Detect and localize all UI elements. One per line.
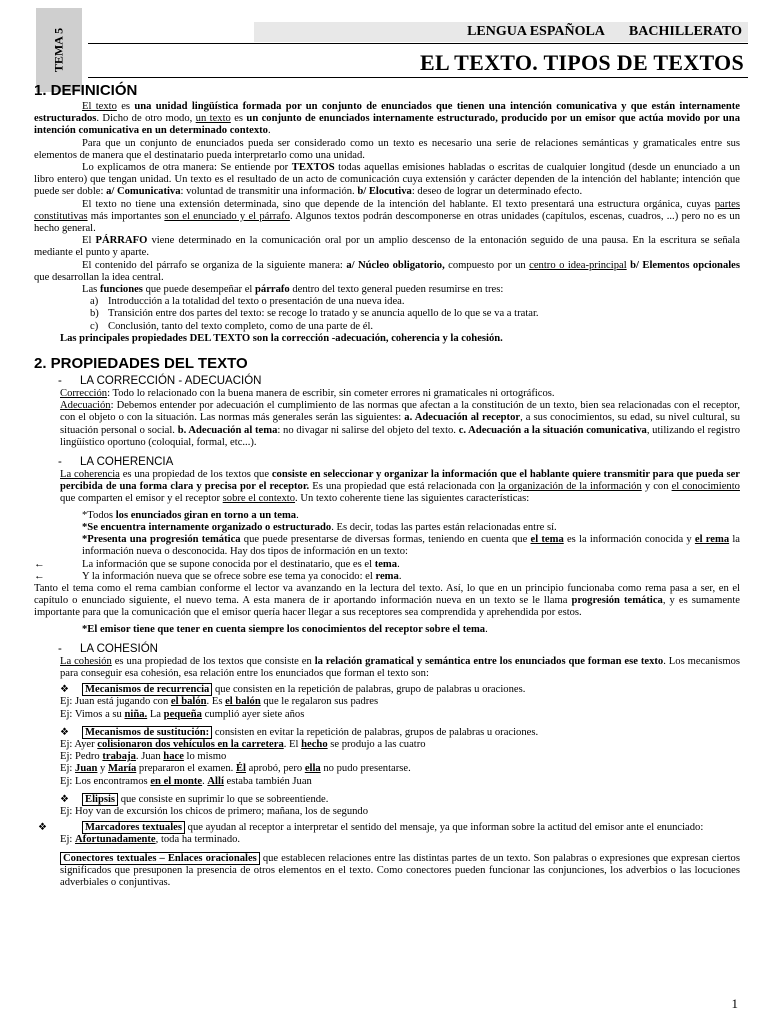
mechanism-item: ❖ Mecanismos de recurrencia que consisten en la repetición de palabras, grupo de palabras u oraciones.: [60, 684, 526, 696]
characteristic-item: *Todos los enunciados giran en torno a un tema.: [82, 509, 299, 521]
paragraph: El PÁRRAFO viene determinado en la comunicación oral por un amplio descenso de la entonación seguido de una pausa. En la escritura se señala mediante el punto y aparte.: [34, 235, 740, 259]
example-line: Ej: Juan y María prepararon el examen. Él aprobó, pero ella no pudo presentarse.: [60, 763, 411, 775]
title-divider: [88, 77, 748, 78]
arrow-item: ← Y la información nueva que se ofrece sobre ese tema ya conocido: el rema.: [34, 570, 402, 582]
chapter-tab-label: TEMA 5: [51, 27, 66, 73]
example-line: Ej: Vimos a su niña. La pequeña cumplió ayer siete años: [60, 708, 305, 720]
document-body: [34, 82, 740, 889]
paragraph: Corrección: Todo lo relacionado con la buena manera de escribir, sin cometer errores ni gramaticales ni ortográficos.: [60, 388, 555, 400]
course-level: BACHILLERATO: [628, 24, 742, 39]
diamond-bullet-icon: ❖: [38, 822, 47, 834]
arrow-left-icon: ←: [34, 570, 45, 582]
characteristic-item: *Se encuentra internamente organizado o estructurado. Es decir, todas las partes están relacionadas entre sí.: [82, 521, 557, 533]
course-header: [254, 22, 748, 42]
section-heading-definicion: 1. DEFINICIÓN: [34, 82, 138, 99]
page-number: 1: [731, 996, 738, 1011]
subheading-correccion: - LA CORRECCIÓN - ADECUACIÓN: [58, 375, 262, 388]
paragraph: Las funciones que puede desempeñar el párrafo dentro del texto general pueden resumirse en tres:: [82, 284, 504, 296]
subheading-cohesion: - LA COHESIÓN: [58, 642, 158, 655]
mechanism-item: ❖ Elipsis que consiste en suprimir lo que se sobreentiende.: [60, 793, 329, 805]
summary-line: Las principales propiedades DEL TEXTO son la corrección -adecuación, coherencia y la cohesión.: [60, 332, 503, 344]
paragraph: Para que un conjunto de enunciados pueda ser considerado como un texto es necesario una serie de relaciones semánticas y gramaticales entre sus elementos de manera que el destinatario pueda interpretarlo como una unidad.: [34, 137, 740, 161]
example-line: Ej: Hoy van de excursión los chicos de primero; mañana, los de segundo: [60, 805, 369, 817]
paragraph: Adecuación: Debemos entender por adecuación el cumplimiento de las normas que afectan a la constitución de un texto, bien sea relacionadas con el receptor, con el objeto o con la situación. Las normas más generales serán las siguientes: a. Adecuación al receptor, a sus conocimientos, su edad, su nivel cultural, su situación personal o social. b. Adecuación al tema: no divagar ni salirse del objeto del texto. c. Adecuación a la situación comunicativa, utilizando el registro lingüístico oportuno (coloquial, formal, etc...).: [60, 400, 740, 448]
list-item: c) Conclusión, tanto del texto completo, como de una parte de él.: [90, 320, 374, 332]
list-item: b) Transición entre dos partes del texto: se recoge lo tratado y se anuncia aquello de lo que se va a tratar.: [90, 308, 539, 320]
page-title: EL TEXTO. TIPOS DE TEXTOS: [419, 50, 744, 75]
mechanism-item: ❖ Marcadores textuales que ayudan al receptor a interpretar el sentido del mensaje, ya que informan sobre la actitud del emisor ante el enunciado:: [38, 822, 704, 834]
mechanism-item: ❖ Mecanismos de sustitución: consisten en evitar la repetición de palabras, grupos de palabras u oraciones.: [60, 726, 539, 738]
arrow-left-icon: ←: [34, 558, 45, 570]
paragraph: La coherencia es una propiedad de los textos que consiste en seleccionar y organizar la información que el hablante quiere transmitir para que pueda ser percibida de una forma clara y precisa por el receptor. Es una propiedad que está relacionada con la organización de la información y con el conocimiento que comparten el emisor y el receptor sobre el contexto. Un texto coherente tiene las siguientes características:: [60, 469, 740, 505]
paragraph: Tanto el tema como el rema cambian conforme el lector va avanzando en la lectura del texto. Así, lo que en un principio funcionaba como rema pasa a ser, en el capítulo o enunciado siguiente, el nuevo tema. A esta manera de ir aportando información nueva en un texto se le llama progresión temática, y es sumamente importante para que la comunicación que el emisor quería hacer llegar a sus receptores sea comprendida y aprehendida por estos.: [34, 582, 740, 619]
example-line: Ej: Ayer colisionaron dos vehículos en la carretera. El hecho se produjo a las cuatro: [60, 738, 426, 750]
subheading-coherencia: - LA COHERENCIA: [58, 456, 174, 469]
example-line: Ej: Los encontramos en el monte. Allí estaba también Juan: [60, 775, 312, 787]
paragraph: El contenido del párrafo se organiza de la siguiente manera: a/ Núcleo obligatorio, compuesto por un centro o idea-principal b/ Elementos opcionales que desarrollan la idea central.: [34, 259, 741, 283]
example-line: Ej: Pedro trabaja. Juan hace lo mismo: [60, 751, 227, 763]
paragraph: Lo explicamos de otra manera: Se entiende por TEXTOS todas aquellas emisiones habladas o escritas de cualquier longitud (desde un enunciado a un libro entero) que tengan unidad. Un texto es el resultado de un acto de comunicación cuya extensión y carácter dependen de la intención del hablante; intención que puede ser doble: a/ Comunicativa: voluntad de transmitir una información. b/ Elocutiva: deseo de lograr un determinado efecto.: [34, 162, 740, 198]
example-line: Ej: Juan está jugando con el balón. Es el balón que le regalaron sus padres: [60, 696, 379, 708]
header-divider: [88, 43, 748, 44]
example-line: Ej: Afortunadamente, toda ha terminado.: [60, 834, 241, 846]
paragraph: El texto es una unidad lingüística formada por un conjunto de enunciados que tienen una intención comunicativa y que están internamente estructurados. Dicho de otro modo, un texto es un conjunto de enunciados internamente estructurado, producido por un emisor que actúa movido por una intención comunicativa en un determinado contexto.: [34, 101, 741, 137]
diamond-bullet-icon: ❖: [60, 793, 69, 805]
note-line: *El emisor tiene que tener en cuenta siempre los conocimientos del receptor sobre el tema.: [82, 623, 488, 635]
arrow-item: ← La información que se supone conocida por el destinatario, que es el tema.: [34, 558, 400, 570]
diamond-bullet-icon: ❖: [60, 726, 69, 738]
diamond-bullet-icon: ❖: [60, 684, 69, 696]
section-heading-propiedades: 2. PROPIEDADES DEL TEXTO: [34, 355, 248, 373]
paragraph: La cohesión es una propiedad de los textos que consiste en la relación gramatical y semántica entre los enunciados que forman ese texto. Los mecanismos para conseguir esa cohesión, esa relación entre los enunciados que forman el texto son:: [60, 655, 740, 679]
list-item: a) Introducción a la totalidad del texto o presentación de una nueva idea.: [90, 296, 405, 308]
course-name: LENGUA ESPAÑOLA: [467, 24, 605, 39]
paragraph: El texto no tiene una extensión determinada, sino que depende de la intención del hablante. El texto presentará una estructura orgánica, cuyas partes constitutivas más importantes son el enunciado y el párrafo. Algunos textos podrán descomponerse en otras unidades (capítulos, escenas, cuadros, ...) pero no es un hecho general.: [34, 198, 740, 235]
characteristic-item: *Presenta una progresión temática que puede presentarse de diversas formas, teniendo en cuenta que el tema es la información conocida y el rema la información nueva o desconocida. Hay dos tipos de información en un texto:: [82, 534, 740, 558]
chapter-tab: [36, 8, 82, 92]
paragraph: Conectores textuales – Enlaces oracionales que establecen relaciones entre las distintas partes de un texto. Son palabras o expresiones que expresan ciertos significados que presuponen la presencia de otros elementos en el texto. Como conectores pueden funcionar las conjunciones, los adverbios o las locuciones adverbiales o conjuntivas.: [60, 852, 740, 888]
